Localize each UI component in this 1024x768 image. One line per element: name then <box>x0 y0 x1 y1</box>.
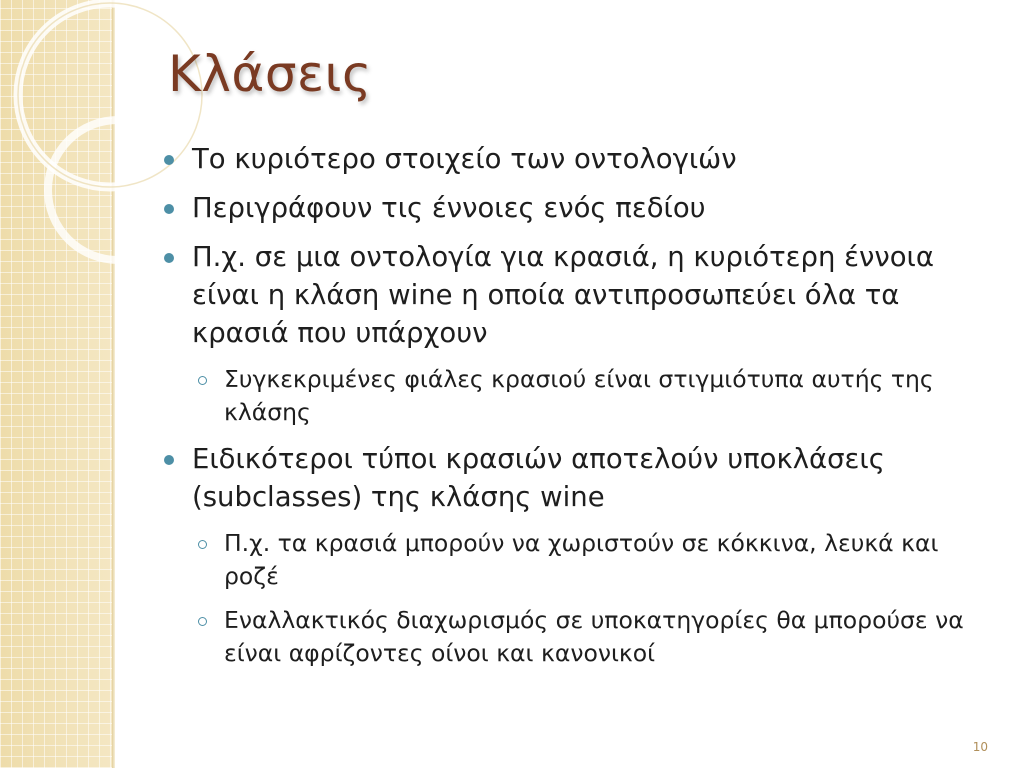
bullet-text: Ειδικότεροι τύποι κρασιών αποτελούν υποκλάσεις (subclasses) της κλάσης wine <box>192 443 885 513</box>
bullet-dot-icon <box>164 455 174 465</box>
sub-bullet-item <box>164 527 984 593</box>
bullet-dot-icon <box>164 155 174 165</box>
sub-bullet-item <box>164 604 984 670</box>
bullet-ring-icon <box>198 540 207 549</box>
bullet-text: Π.χ. σε μια οντολογία για κρασιά, η κυριότερη έννοια είναι η κλάση wine η οποία αντιπροσωπεύει όλα τα κρασιά που υπάρχουν <box>192 241 934 349</box>
sub-bullet-text: Συγκεκριμένες φιάλες κρασιού είναι στιγμιότυπα αυτής της κλάσης <box>224 365 934 426</box>
bullet-text: Το κυριότερο στοιχείο των οντολογιών <box>192 143 737 175</box>
bullet-item <box>164 189 984 227</box>
bullet-item <box>164 140 984 178</box>
slide-title: Κλάσεις <box>168 45 372 103</box>
sub-bullet-item <box>164 363 984 429</box>
bullet-list <box>164 140 984 681</box>
sub-bullet-text: Εναλλακτικός διαχωρισμός σε υποκατηγορίες θα μπορούσε να είναι αφρίζοντες οίνοι και κανονικοί <box>224 606 964 667</box>
sub-bullet-text: Π.χ. τα κρασιά μπορούν να χωριστούν σε κόκκινα, λευκά και ροζέ <box>224 529 939 590</box>
bullet-ring-icon <box>198 376 207 385</box>
bullet-item <box>164 238 984 352</box>
bullet-item <box>164 440 984 516</box>
bullet-text: Περιγράφουν τις έννοιες ενός πεδίου <box>192 192 706 224</box>
bullet-dot-icon <box>164 204 174 214</box>
page-number: 10 <box>972 740 988 754</box>
bullet-dot-icon <box>164 253 174 263</box>
bullet-ring-icon <box>198 617 207 626</box>
